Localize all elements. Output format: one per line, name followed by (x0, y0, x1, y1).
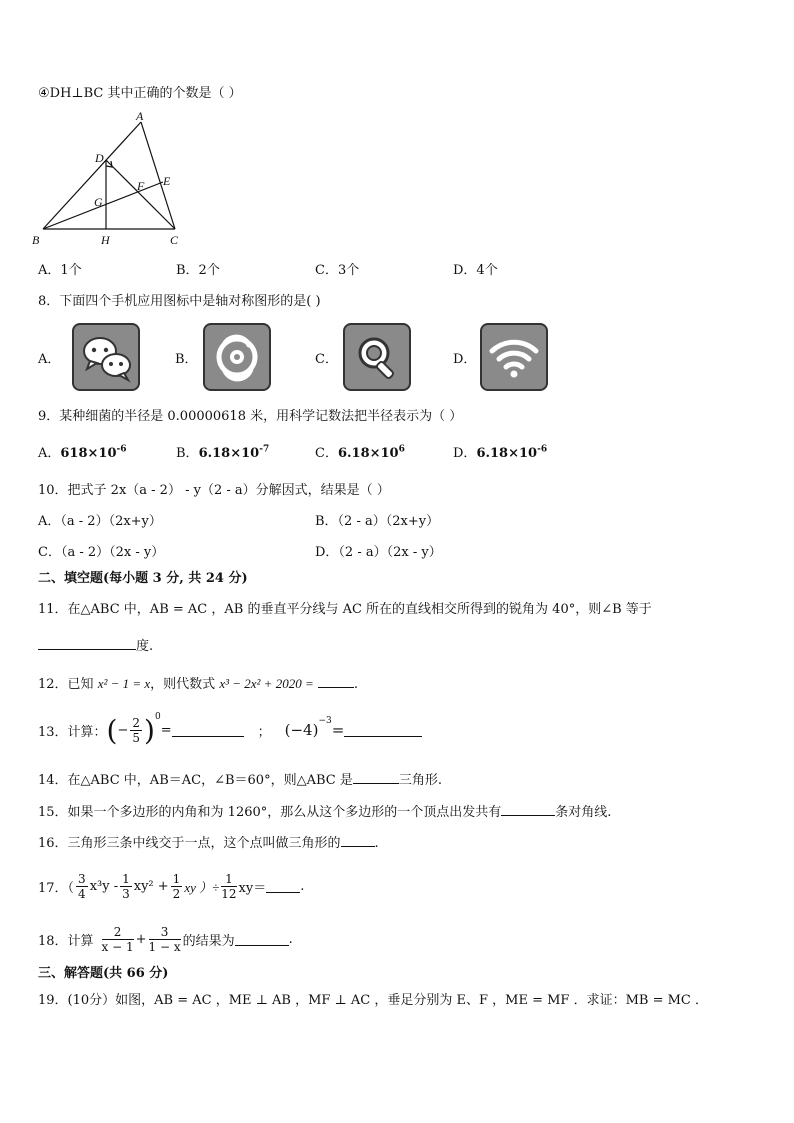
q8-label-a: A． (38, 352, 61, 367)
q10-option-d: D．（2 - a）（2x - y） (315, 545, 442, 560)
q11-line1: 11．在△ABC 中，AB = AC ，AB 的垂直平分线与 AC 所在的直线相交所得到的锐角为 40°，则∠B 等于 (38, 602, 652, 617)
q17-answer-blank[interactable] (266, 880, 300, 893)
q7-stem: ④DH⊥BC 其中正确的个数是（ ） (38, 86, 242, 101)
q7-option-d: D．4个 (453, 263, 498, 278)
q10-option-c: C．（a - 2）（2x - y） (38, 545, 165, 560)
q15: 15．如果一个多边形的内角和为 1260°，那么从这个多边形的一个顶点出发共有 条对角线. (38, 805, 612, 820)
q15-answer-blank[interactable] (501, 803, 555, 816)
q8-label-c: C． (315, 352, 338, 367)
q14: 14．在△ABC 中，AB＝AC，∠B＝60°，则△ABC 是 三角形. (38, 773, 442, 788)
q18-answer-blank[interactable] (235, 933, 289, 946)
q9-option-a: A．$618\times 10^{-6}$ (38, 444, 127, 461)
q10-stem: 10．把式子 2x（a - 2） - y（2 - a）分解因式，结果是（ ） (38, 483, 390, 498)
q16-answer-blank[interactable] (341, 834, 375, 847)
label-A: A (136, 110, 144, 123)
q8-label-d: D． (453, 352, 477, 367)
label-E: E (163, 174, 171, 188)
label-C: C (170, 233, 179, 247)
q7-option-b: B．2个 (176, 263, 220, 278)
q11-answer-blank[interactable] (38, 637, 136, 650)
q9-option-c: C．$6.18\times 10^6$ (315, 444, 405, 461)
search-icon (343, 323, 411, 391)
q19-stem: 19．(10分）如图，AB = AC ，ME ⊥ AB ，MF ⊥ AC ，垂足分别为 E、F ，ME = MF ．求证：MB = MC ． (38, 993, 708, 1008)
q13-answer-blank-1[interactable] (172, 724, 244, 737)
q18: 18．计算 $\frac{2}{x - 1}$ + $\frac{3}{1 - x}$ 的结果为 . (38, 924, 293, 954)
q10-option-b: B．（2 - a）（2x+y） (315, 514, 440, 529)
q9-option-b: B．$6.18\times 10^{-7}$ (176, 444, 270, 461)
label-G: G (94, 195, 103, 209)
label-B: B (32, 233, 40, 247)
triangle-figure (30, 110, 200, 250)
q7-option-c: C．3个 (315, 263, 360, 278)
label-F: F (137, 179, 145, 193)
q13: 13．计算： ( − $\frac{2}{5}$ ) $^0$ = ； (−4) $^{-3}$ = (38, 710, 422, 750)
q10-option-a: A．（a - 2）（2x+y） (38, 514, 162, 529)
q17: 17．（ $\frac{3}{4}$ x³y - $\frac{1}{3}$ xy² + $\frac{1}{2}$ xy ）÷ $\frac{1}{12}$ xy＝ . (38, 871, 305, 901)
q11-line2: 度. (38, 635, 153, 654)
q14-answer-blank[interactable] (353, 771, 399, 784)
tornado-icon (203, 323, 271, 391)
q8-label-b: B． (175, 352, 198, 367)
q7-option-a: A．1个 (38, 263, 82, 278)
label-D: D (95, 151, 104, 165)
wechat-icon (72, 323, 140, 391)
q16: 16．三角形三条中线交于一点，这个点叫做三角形的 . (38, 836, 379, 851)
section-3-heading: 三、解答题(共 66 分) (38, 966, 169, 981)
wifi-icon (480, 323, 548, 391)
q9-stem: 9．某种细菌的半径是 0.00000618 米，用科学记数法把半径表示为（ ） (38, 409, 463, 424)
q8-stem: 8．下面四个手机应用图标中是轴对称图形的是( ) (38, 294, 321, 309)
section-2-heading: 二、填空题(每小题 3 分, 共 24 分) (38, 571, 248, 586)
q13-answer-blank-2[interactable] (344, 724, 422, 737)
q12-answer-blank[interactable] (318, 675, 354, 688)
label-H: H (101, 233, 110, 247)
q9-option-d: D．$6.18\times 10^{-6}$ (453, 444, 548, 461)
q12: 12．已知 x² − 1 = x，则代数式 x³ − 2x² + 2020 = . (38, 676, 359, 692)
